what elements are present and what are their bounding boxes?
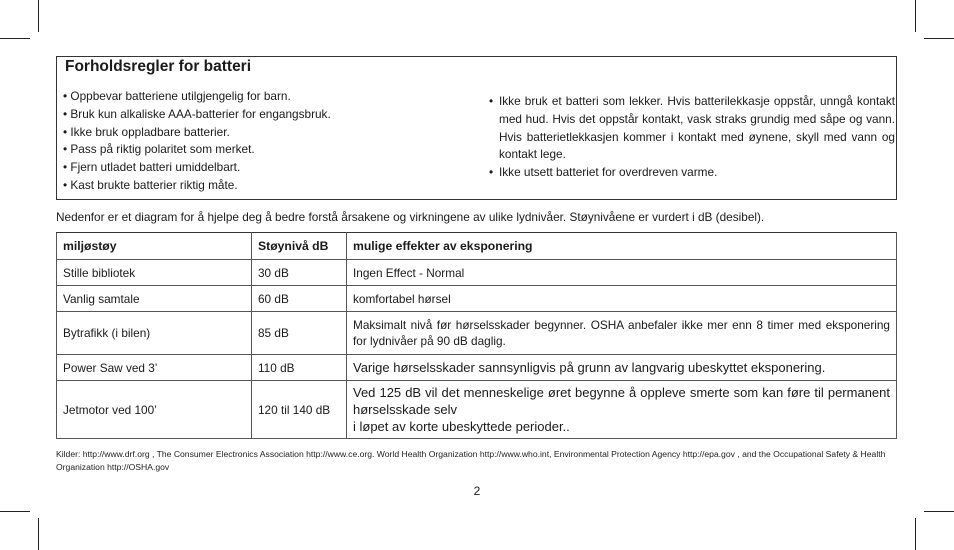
table-row [57, 381, 897, 439]
crop-mark-bottom-right-h [924, 511, 954, 512]
table-cell-effect [347, 381, 897, 439]
precautions-list-left [63, 88, 331, 195]
battery-precautions-box [56, 56, 897, 200]
table-cell-environment: Stille bibliotek [57, 260, 252, 286]
list-item: • Fjern utladet batteri umiddelbart. [63, 160, 241, 175]
table-row [57, 286, 897, 312]
table-cell-environment: Power Saw ved 3’ [57, 355, 252, 381]
table-cell-environment: Jetmotor ved 100’ [57, 381, 252, 439]
table-cell-level: 85 dB [252, 312, 347, 355]
table-cell-environment: Vanlig samtale [57, 286, 252, 312]
crop-mark-top-left-h [0, 38, 30, 39]
list-item: • Kast brukte batterier riktig måte. [63, 177, 238, 192]
table-cell-effect: komfortabel hørsel [347, 286, 897, 312]
list-item: • Pass på riktig polaritet som merket. [63, 142, 255, 157]
list-item: • Ikke bruk et batteri som lekker. Hvis batterilekkasje oppstår, unngå kontakt med hud. Hvis det oppstår kontakt, vask straks grundig med såpe og vann. Hvis batterietlekkasjen kommer i kontakt med øynene, skyll med vann og kontakt lege. [489, 93, 895, 164]
table-cell-effect: Varige hørselsskader sannsynligvis på grunn av langvarig ubeskyttet eksponering. [347, 355, 897, 381]
table-header-row [57, 233, 897, 260]
precautions-list-right [489, 93, 895, 182]
noise-intro-text: Nedenfor er et diagram for å hjelpe deg å bedre forstå årsakene og virkningene av ulike lydnivåer. Støynivåene er vurdert i dB (desibel). [56, 210, 765, 224]
crop-mark-top-left [38, 0, 39, 32]
table-cell-effect: Maksimalt nivå før hørselsskader begynner. OSHA anbefaler ikke mer enn 8 timer med eksponering for lydnivåer på 90 dB daglig. [347, 312, 897, 355]
page-number: 2 [473, 484, 481, 498]
column-header-effects: mulige effekter av eksponering [347, 233, 897, 260]
crop-mark-bottom-left [38, 518, 39, 550]
table-cell-level: 110 dB [252, 355, 347, 381]
column-header-level: Støynivå dB [252, 233, 347, 260]
list-item: • Bruk kun alkaliske AAA-batterier for engangsbruk. [63, 106, 331, 121]
crop-mark-bottom-left-h [0, 511, 30, 512]
table-row [57, 260, 897, 286]
effect-text-line: i løpet av korte ubeskyttede perioder.. [353, 419, 570, 434]
list-item: • Ikke utsett batteriet for overdreven varme. [489, 164, 895, 182]
sources-footnote: Kilder: http://www.drf.org , The Consumer Electronics Association http://www.ce.org. World Health Organization http://www.who.int, Environmental Protection Agency http://epa.gov , and the Occupational Safety & Health Organization http://OSHA.gov [56, 449, 886, 472]
crop-mark-top-right [915, 0, 916, 32]
table-cell-level: 120 til 140 dB [252, 381, 347, 439]
table-cell-level: 30 dB [252, 260, 347, 286]
table-row [57, 355, 897, 381]
list-item: • Ikke bruk oppladbare batterier. [63, 124, 230, 139]
table-cell-level: 60 dB [252, 286, 347, 312]
precautions-title: Forholdsregler for batteri [65, 58, 252, 75]
table-row [57, 312, 897, 355]
table-cell-effect: Ingen Effect - Normal [347, 260, 897, 286]
crop-mark-bottom-right [915, 518, 916, 550]
list-item: • Oppbevar batteriene utilgjengelig for barn. [63, 89, 291, 103]
table-cell-environment: Bytrafikk (i bilen) [57, 312, 252, 355]
effect-text-line: Ved 125 dB vil det menneskelige øret begynne å oppleve smerte som kan føre til permanent hørselsskade selv [353, 385, 890, 417]
noise-levels-table [56, 232, 897, 439]
column-header-environment: miljøstøy [57, 233, 252, 260]
crop-mark-top-right-h [924, 38, 954, 39]
